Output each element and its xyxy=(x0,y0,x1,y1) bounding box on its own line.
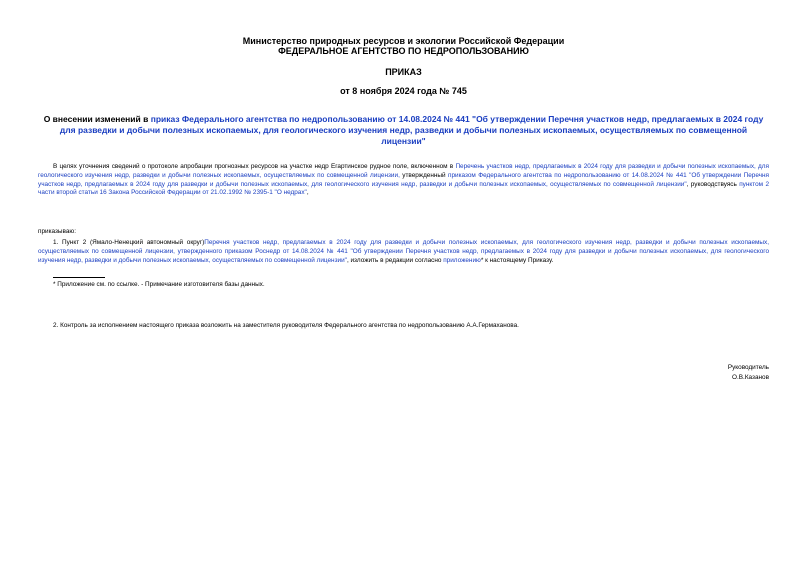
item-1-text-3: * к настоящему Приказу. xyxy=(480,256,554,264)
document-type: ПРИКАЗ xyxy=(385,67,422,77)
agency-name: ФЕДЕРАЛЬНОЕ АГЕНТСТВО ПО НЕДРОПОЛЬЗОВАНИЮ xyxy=(278,46,529,56)
order-word: приказываю: xyxy=(38,228,76,235)
signature-block xyxy=(728,363,769,383)
title-prefix: О внесении изменений в xyxy=(43,114,151,124)
preamble-text-4: , xyxy=(306,189,309,197)
signature-name: О.В.Казанов xyxy=(732,374,769,381)
document-date-number: от 8 ноября 2024 года № 745 xyxy=(340,86,467,96)
preamble-order-link[interactable]: приказом Федерального агентства по недропользованию от 14.08.2024 № 441 "Об утверждении Перечня участков недр, предлагаемых в 2024 году для разведки и добычи полезных ископаемых, для геологического изучения недр, разведки и добычи полезных ископаемых, осуществляемых по совмещенной лицензии" xyxy=(38,171,769,188)
preamble-list-link[interactable]: Перечень участков недр, предлагаемых в 2024 году для разведки и добычи полезных ископаемых, для геологического изучения недр, разведки и добычи полезных ископаемых, осуществляемых по совмещенной лицензии, xyxy=(38,163,769,179)
footnote-divider xyxy=(53,277,105,278)
item-1-text-2: , изложить в редакции согласно xyxy=(346,256,444,264)
preamble-text-1: В целях уточнения сведений о протоколе апробации прогнозных ресурсов на участке недр Егартинское рудное поле, включенном в xyxy=(53,163,456,170)
preamble-text-3: , руководствуясь xyxy=(686,180,740,188)
item-1-text-1: 1. Пункт 2 (Ямало-Ненецкий автономный округ) xyxy=(53,239,205,246)
footnote: * Приложение см. по ссылке. - Примечание изготовителя базы данных. xyxy=(53,281,265,288)
item-2-paragraph: 2. Контроль за исполнением настоящего приказа возложить на заместителя руководителя Федерального агентства по недропользованию А.А.Гермаханова. xyxy=(53,322,519,329)
preamble-law-link[interactable]: пунктом 2 части второй статьи 16 Закона Российской Федерации от 21.02.1992 № 2395-1 "О недрах" xyxy=(38,180,770,197)
preamble-paragraph xyxy=(38,163,769,198)
ministry-name: Министерство природных ресурсов и экологии Российской Федерации xyxy=(242,36,565,46)
item-1-paragraph xyxy=(38,239,769,265)
title-order-link[interactable]: приказ Федерального агентства по недропользованию от 14.08.2024 № 441 "Об утверждении Перечня участков недр, предлагаемых в 2024 году для разведки и добычи полезных ископаемых, для геологического изучения недр, разведки и добычи полезных ископаемых, осуществляемых по совмещенной лицензии" xyxy=(59,114,764,146)
document-title xyxy=(38,114,769,147)
signature-position: Руководитель xyxy=(727,364,769,371)
preamble-text-2: утвержденный xyxy=(399,171,448,179)
item-1-appendix-link[interactable]: приложению xyxy=(443,256,481,264)
item-1-list-link[interactable]: Перечня участков недр, предлагаемых в 2024 году для разведки и добычи полезных ископаемых, для геологического изучения недр, разведки и добычи полезных ископаемых, осуществляемых по совмещенной лицензии, утвержденного приказом Роснедр от 14.08.2024 № 441 "Об утверждении Перечня участков недр, предлагаемых в 2024 году для разведки и добычи полезных ископаемых, для геологического изучения недр, разведки и добычи полезных ископаемых, осуществляемых по совмещенной лицензии" xyxy=(38,239,769,264)
